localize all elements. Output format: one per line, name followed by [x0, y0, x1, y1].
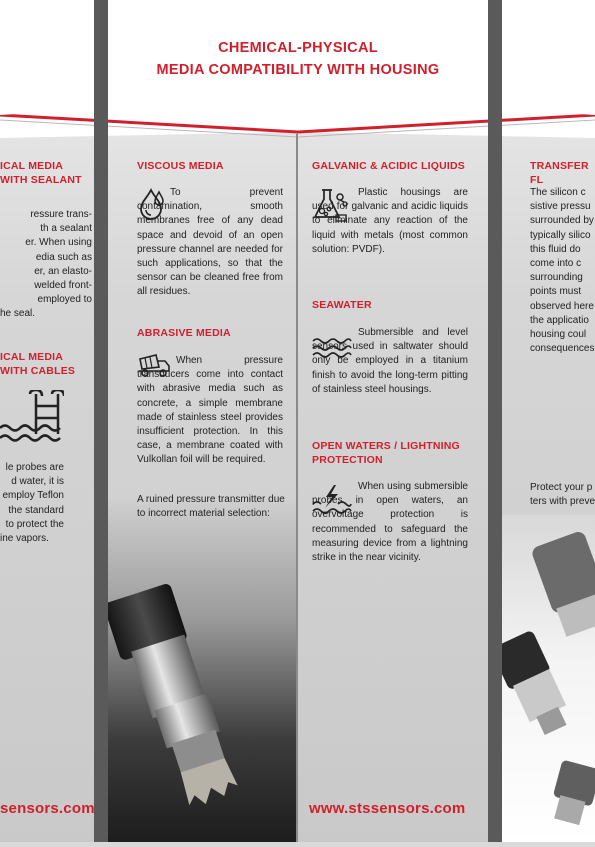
right-text-line: The silicon c: [530, 187, 586, 198]
left-url[interactable]: sensors.com: [0, 800, 95, 817]
photo-caption: A ruined pressure transmitter due to incorrect material selection:: [137, 494, 285, 520]
right-text-line: consequences: [530, 343, 595, 355]
left-text-1-line: th a sealant: [40, 223, 92, 235]
right-text-line: come into c: [530, 258, 582, 270]
viscous-text: To prevent contamination, smooth membranes free of any dead space and devoid of an open pressure channel are needed for such applications, so that the sensor can be cleaned free from all residues.: [137, 187, 283, 298]
right-heading: TRANSFER FL: [530, 160, 589, 186]
left-text-2-line: ine vapors.: [0, 533, 49, 545]
seawater-heading: SEAWATER: [312, 299, 372, 311]
divider-1: [94, 0, 108, 842]
left-text-2-line: le probes are: [5, 462, 64, 473]
right-text-line: the applicatio: [530, 314, 589, 326]
right-text-line: points must: [530, 286, 582, 298]
right-text-line: this fluid do: [530, 243, 581, 255]
right-text-line: housing coul: [530, 329, 587, 341]
right-text: [530, 186, 595, 356]
divider-center: [296, 134, 298, 842]
right-protect-line: ters with preve: [530, 496, 595, 508]
left-text-2-line: the standard: [8, 504, 64, 516]
right-text-line: typically silico: [530, 229, 591, 241]
left-text-1-line: employed to: [37, 294, 92, 306]
left-text-1-line: er. When using: [25, 237, 92, 249]
right-text-line: surrounded by: [530, 215, 594, 227]
right-protect-text: [530, 481, 595, 509]
left-text-2: [0, 461, 64, 546]
transmitters-illustration: [501, 515, 595, 842]
left-text-2-line: employ Teflon: [2, 490, 64, 502]
left-text-2-line: to protect the: [5, 518, 64, 530]
page-title-line1: CHEMICAL-PHYSICAL: [218, 40, 378, 56]
page-title-line2: MEDIA COMPATIBILITY WITH HOUSING: [156, 62, 440, 78]
left-text-2-line: d water, it is: [11, 476, 64, 488]
right-protect-line: Protect your p: [530, 482, 593, 493]
left-heading-1b: WITH SEALANT: [0, 174, 82, 186]
galvanic-heading: GALVANIC & ACIDIC LIQUIDS: [312, 160, 465, 172]
left-text-1: [0, 208, 92, 322]
left-text-1-line: he seal.: [0, 308, 36, 320]
right-text-line: observed here: [530, 300, 594, 312]
left-text-1-line: edia such as: [35, 251, 92, 263]
left-heading-2a: ICAL MEDIA: [0, 351, 64, 363]
transmitters-photo: [501, 515, 595, 842]
galvanic-text: Plastic housings are used for galvanic and acidic liquids to eliminate any reaction of the liquid with metals (most common solution: PVDF).: [312, 187, 468, 255]
abrasive-text: When pressure transducers come into contact with abrasive media such as concrete, a simple membrane made of stainless steel provides insufficient protection. In this case, a membrane coated with Vulkollan foil will be required.: [137, 355, 283, 466]
left-text-1-line: er, an elasto-: [34, 265, 92, 277]
header-chevron: [0, 96, 595, 138]
divider-2: [488, 0, 502, 842]
left-text-1-line: welded front-: [34, 280, 92, 292]
center-url[interactable]: www.stssensors.com: [309, 800, 466, 817]
ruined-transmitter-photo: [108, 500, 296, 842]
openwaters-text: When using submersible probes in open waters, an overvoltage protection is recommended to safeguard the measuring device from a lightning strike in the near vicinity.: [312, 481, 468, 564]
left-heading-2b: WITH CABLES: [0, 365, 76, 377]
right-text-line: surrounding: [530, 272, 583, 284]
openwaters-heading-1: OPEN WATERS / LIGHTNING: [312, 440, 460, 452]
left-text-1-line: ressure trans-: [30, 209, 92, 220]
seawater-text: Submersible and level sensors used in saltwater should only be employed in a titanium finish to avoid the long-term pitting of stainless steel housings.: [312, 327, 468, 395]
transmitter-illustration: [108, 500, 296, 842]
right-text-line: sistive pressu: [530, 201, 591, 213]
abrasive-heading: ABRASIVE MEDIA: [137, 327, 231, 339]
viscous-heading: VISCOUS MEDIA: [137, 160, 224, 172]
left-heading-1a: ICAL MEDIA: [0, 160, 64, 172]
pool-icon: [0, 390, 64, 448]
openwaters-heading-2: PROTECTION: [312, 454, 383, 466]
